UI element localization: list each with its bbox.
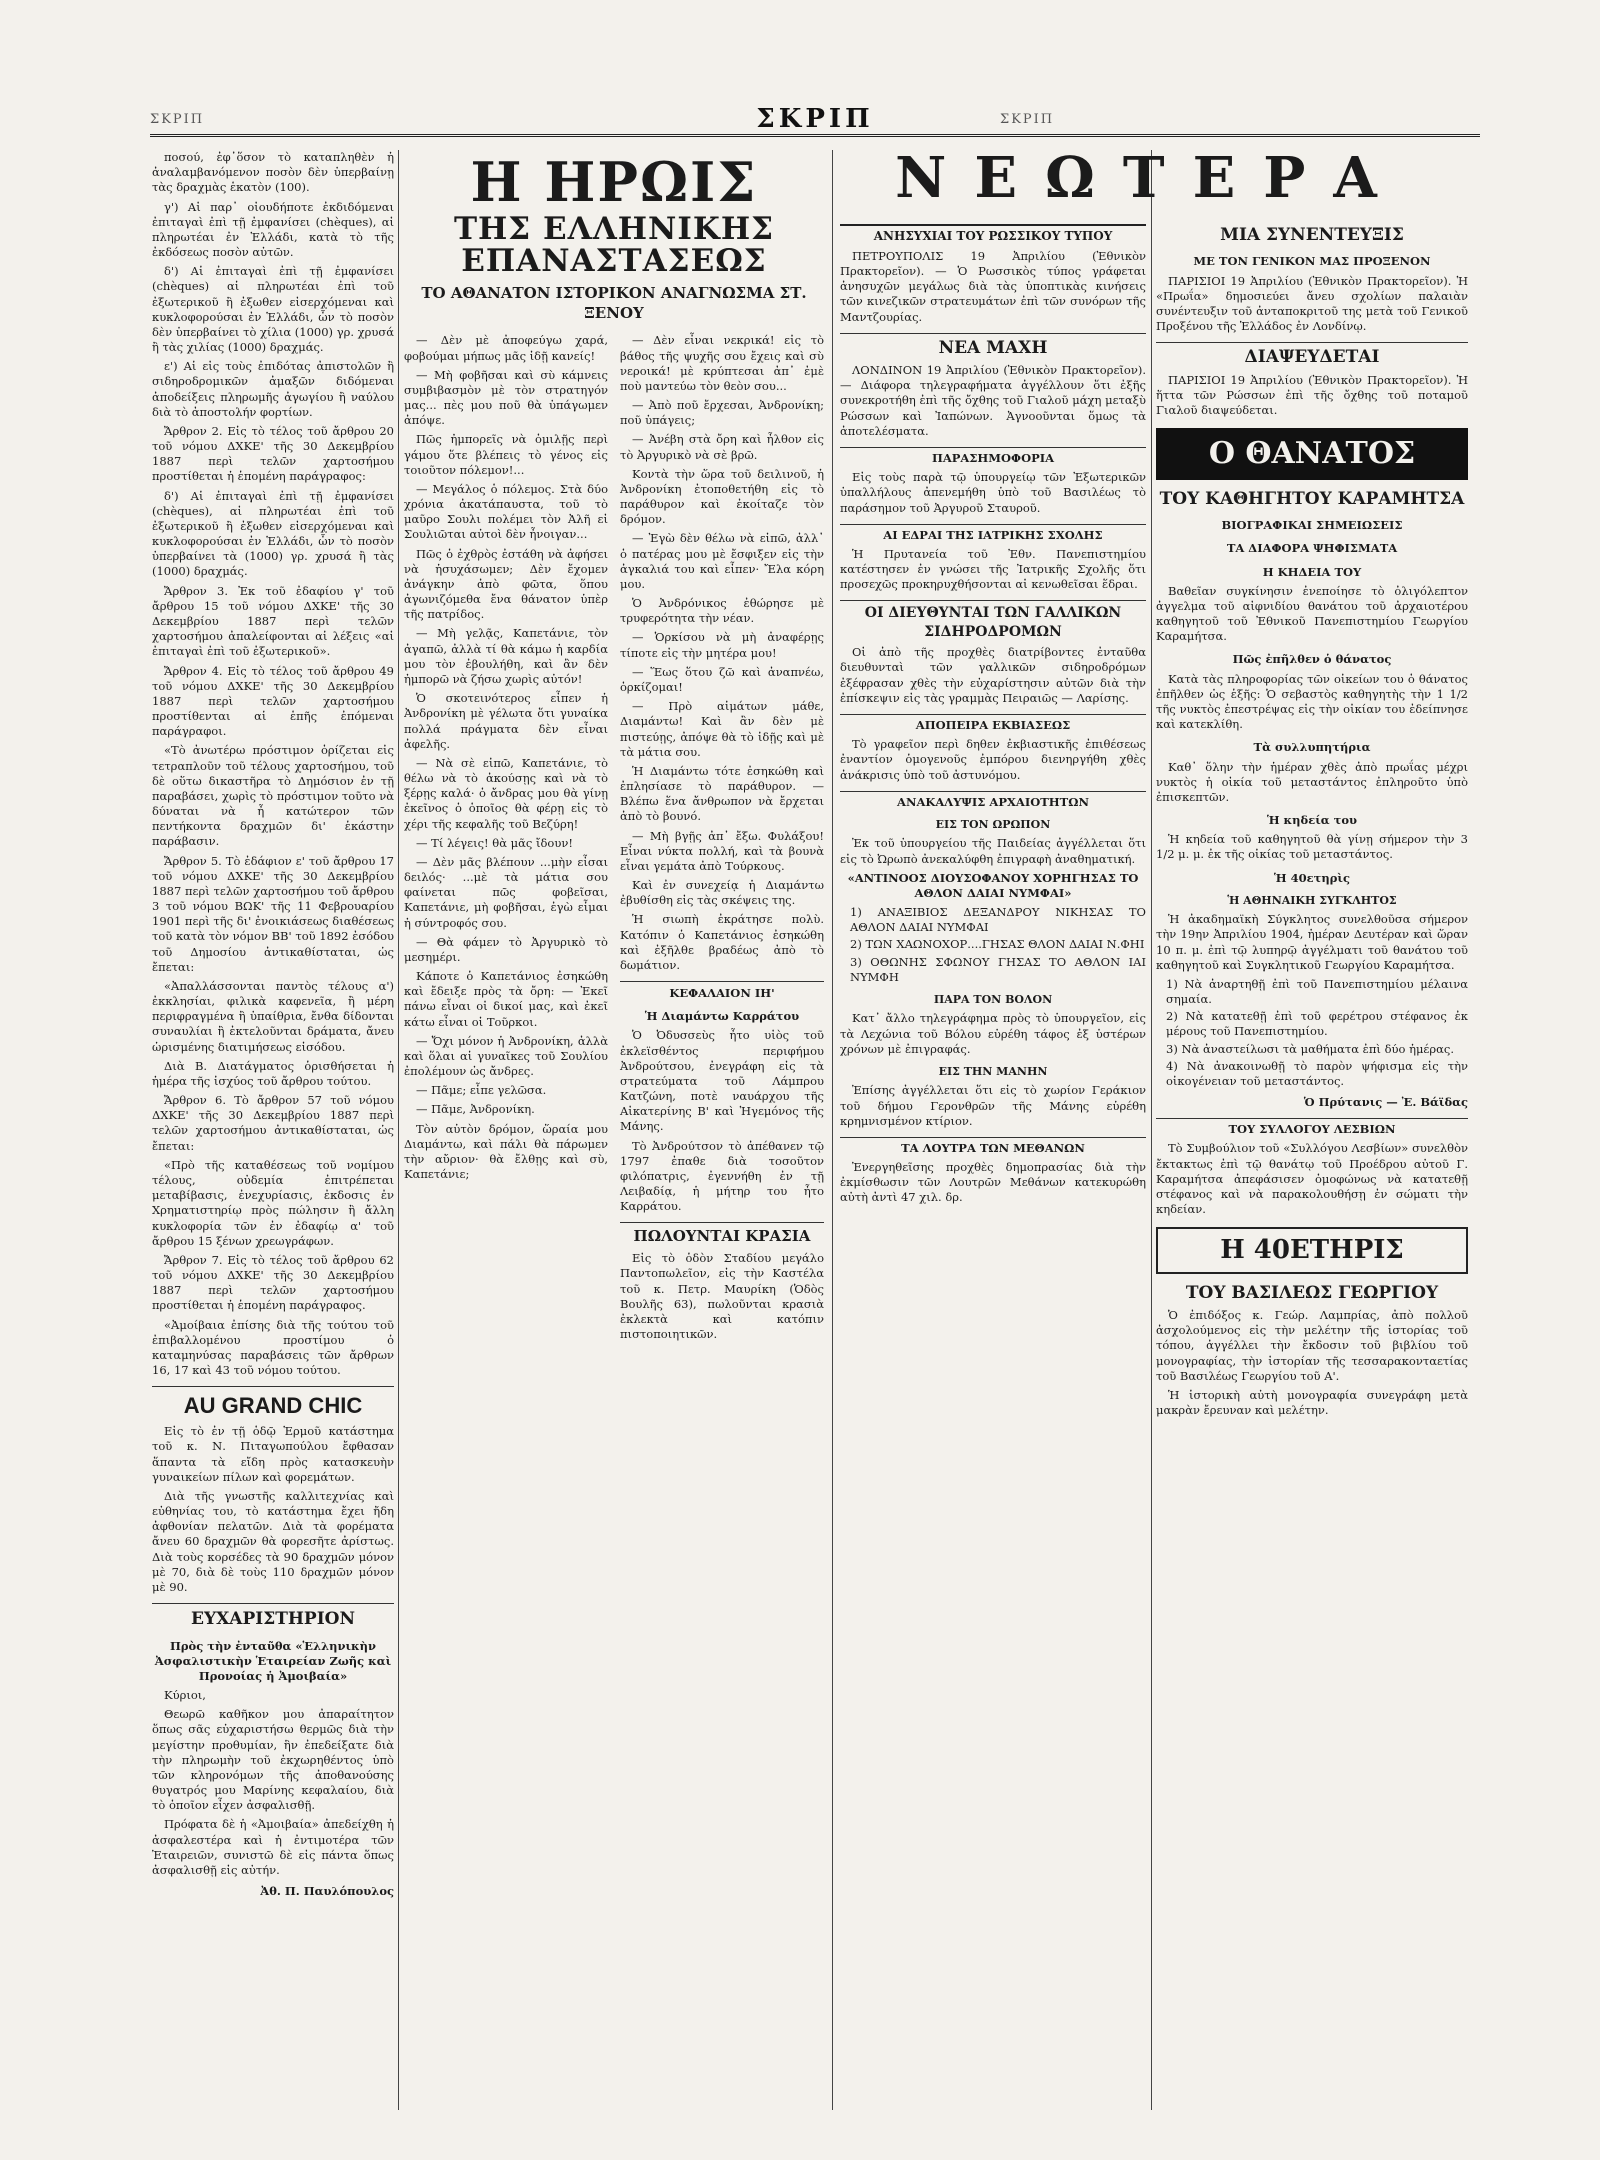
wine-ad-heading: ΠΩΛΟΥΝΤΑΙ ΚΡΑΣΙΑ	[620, 1222, 824, 1247]
law-paragraph: δ') Αἱ ἐπιταγαὶ ἐπὶ τῇ ἐμφανίσει (chèques) αἱ πληρωτέαι ἐπὶ τοῦ ἐξωτερικοῦ ἢ ἐξωθεν εἰσερχόμεναι καὶ κυκλοφορούσαι ἐν Ἑλλάδι, ὧν τὸ ποσὸν δὲν ὑπερβαίνει τὸ χίλια (1000) γρ. χρυσά ἢ τὰς χιλίας (1000) δραχμάς.	[152, 264, 394, 355]
law-paragraph: Ἄρθρον 4. Εἰς τὸ τέλος τοῦ ἄρθρου 49 τοῦ νόμου ΔΧΚΕ' τῆς 30 Δεκεμβρίου 1887 περὶ τελῶν χαρτοσήμου προστίθενται αἱ ἑπῆς ἐπόμεναι παράγραφοι.	[152, 663, 394, 739]
column-rule	[398, 150, 399, 2110]
story-paragraph: Πῶς ἠμπορεῖς νὰ ὁμιλῇς περὶ γάμου ὅτε βλέπεις τὸ γένος εἰς τοιοῦτον πόλεμον!...	[404, 432, 608, 477]
inscription-list-item: 1) ΑΝΑΞΙΒΙΟΣ ΔΕΞΑΝΔΡΟΥ ΝΙΚΗΣΑΣ ΤΟ ΑΘΛΟΝ ΔΑΙΑΙ ΝΥΜΦΑΙ	[850, 905, 1146, 935]
news-heading: ΤΟΥ ΣΥΛΛΟΓΟΥ ΛΕΣΒΙΩΝ	[1156, 1118, 1468, 1137]
story-paragraph: — Ἀπὸ ποῦ ἔρχεσαι, Ἀνδρονίκη; ποῦ ὑπάγεις;	[620, 398, 824, 428]
news-paragraph: Ἐπίσης ἀγγέλλεται ὅτι εἰς τὸ χωρίον Γεράκιον τοῦ δήμου Γερονθρῶν τῆς Μάνης εὑρέθη κρημνισμένον κτίριον.	[840, 1083, 1146, 1128]
news-paragraph: ΠΑΡΙΣΙΟΙ 19 Ἀπριλίου (Ἐθνικὸν Πρακτορεῖον). Ἡ ἥττα τῶν Ρώσσων ἐπὶ τῆς ὄχθης τοῦ ποταμοῦ Γιαλοῦ διαψεύδεται.	[1156, 372, 1468, 418]
law-paragraph: δ') Αἱ ἐπιταγαὶ ἐπὶ τῇ ἐμφανίσει (chèques), αἱ πληρωτέαι ἐπὶ τοῦ ἐξωτερικοῦ ἢ ἐξωθεν εἰσερχόμεναι καὶ κυκλοφορούσαι ἐν Ἑλλάδι, ὧν τὸ ποσὸν ὑπερβαίνει τὰ (1000) γρ. χρυσά ἢ τὰς (1000) δραχμάς.	[152, 488, 394, 579]
serial-left-column	[404, 333, 608, 1346]
news-heading: ΔΙΑΨΕΥΔΕΤΑΙ	[1156, 342, 1468, 368]
story-paragraph: — Ὁρκίσου νὰ μὴ ἀναφέρῃς τίποτε εἰς τὴν μητέρα μου!	[620, 630, 824, 660]
wine-ad-text: Εἰς τὸ ὁδὸν Σταδίου μεγάλο Παντοπωλεῖον, εἰς τὴν Καστέλα τοῦ κ. Πετρ. Μαυρίκη (Ὁδὸς Βουλῆς 63), πωλοῦνται κρασιὰ ἐκλεκτὰ καὶ κατόπιν πιστοποιητικῶν.	[620, 1251, 824, 1342]
anniversary-subheading: ΤΟΥ ΒΑΣΙΛΕΩΣ ΓΕΩΡΓΙΟΥ	[1185, 1282, 1439, 1303]
thanks-paragraph: Κύριοι,	[164, 1688, 206, 1703]
story-paragraph: — Τί λέγεις! θὰ μᾶς ἴδουν!	[416, 835, 573, 850]
obituary-paragraph: Καθ᾽ ὅλην τὴν ἡμέραν χθὲς ἀπὸ πρωΐας μέχρι νυκτὸς ἡ οἰκία τοῦ μεταστάντος ἐπληροῦτο ὑπὸ ἐπισκεπτῶν.	[1156, 759, 1468, 804]
news-subheading: ΕΙΣ ΤΗΝ ΜΑΝΗΝ	[938, 1064, 1048, 1078]
story-paragraph: — Θὰ φάμεν τὸ Ἀργυρικὸ τὸ μεσημέρι.	[404, 934, 608, 964]
news-heading: ΟΙ ΔΙΕΥΘΥΝΤΑΙ ΤΩΝ ΓΑΛΛΙΚΩΝ ΣΙΔΗΡΟΔΡΟΜΩΝ	[840, 600, 1146, 641]
news-heading: ΜΙΑ ΣΥΝΕΝΤΕΥΞΙΣ	[1220, 225, 1404, 245]
news-paragraph: Ἐνεργηθεῖσης προχθὲς δημοπρασίας διὰ τὴν ἐκμίσθωσιν τῶν Λουτρῶν Μεθάνων κατεκυρώθη αὐτὴ ἀντὶ 47 χιλ. δρ.	[840, 1160, 1146, 1205]
serial-right-column	[620, 333, 824, 1346]
anniversary-paragraph: Ὁ ἐπιδόξος κ. Γεώρ. Λαμπρίας, ἀπὸ πολλοῦ ἀσχολούμενος εἰς τὴν μελέτην τῆς ἱστορίας τοῦ τόπου, ἀγγέλλει τὴν ἔκδοσιν τοῦ βιβλίου τοῦ μονογραφίας, τὴν ἱστορίαν τῆς τεσσαρακονταετίας τοῦ Βασιλέως Γεωργίου τοῦ Α'.	[1156, 1308, 1468, 1383]
obituary-paragraph: Βαθεῖαν συγκίνησιν ἐνεποίησε τὸ ὀλιγόλεπτον ἀγγελμα τοῦ αἰφνιδίου θανάτου τοῦ ἀρχαιοτέρου καθηγητοῦ τοῦ Ἐθνικοῦ Πανεπιστημίου Γεωργίου Καραμήτσα.	[1156, 583, 1468, 644]
story-paragraph: — Δὲν μᾶς βλέπουν ...μὴν εἶσαι δειλός· ...μὲ τὰ μάτια σου φαίνεται πῶς φοβεῖσαι, Καπετάνιε, μὴ φοβῆσαι, ἐγὼ εἶμαι ἡ σύντροφός σου.	[404, 854, 608, 930]
news-paragraph: Τὸ γραφεῖον περὶ δηθεν ἐκβιαστικῆς ἐπιθέσεως ἐναντίον ὁμογενοῦς ἐμπόρου διενηργήθη χθὲς ἀνάκρισις ὑπὸ τοῦ ἀστυνόμου.	[840, 737, 1146, 782]
story-paragraph: — Ὄχι μόνον ἡ Ἀνδρονίκη, ἀλλὰ καὶ ὅλαι αἱ γυναῖκες τοῦ Σουλίου ἐπολέμουν ὡς ἄνδρες.	[404, 1033, 608, 1079]
news-subheading: ΜΕ ΤΟΝ ΓΕΝΙΚΟΝ ΜΑΣ ΠΡΟΞΕΝΟΝ	[1193, 254, 1431, 269]
law-paragraph: ποσού, ἐφ᾽ὅσον τὸ καταπληθὲν ἡ ἀναλαμβανόμενον ποσὸν δὲν ὑπερβαίνῃ τὰς δραχμὰς ἑκατὸν (100).	[152, 150, 394, 195]
story-paragraph: Κοντὰ τὴν ὥρα τοῦ δειλινοῦ, ἡ Ἀνδρονίκη ἐτοποθετήθη εἰς τὸ παράθυρον καὶ ἐκοίταζε τὸν δρόμον.	[620, 466, 824, 527]
law-paragraph: «Τὸ ἀνωτέρω πρόστιμον ὁρίζεται εἰς τετραπλοῦν τοῦ τέλους χαρτοσήμου, τοῦ δὲ οὕτω δικαστῆρα τὸ Δημόσιον ἐν τῇ παραβάσει, χωρὶς τὸ πρόστιμον τοῦτο νὰ δύναται νὰ ἦ κατώτερον τῶν πεντήκοντα δραχμῶν δι' ἑκάστην παράβασιν.	[152, 743, 394, 849]
news-paragraph: Οἱ ἀπὸ τῆς προχθὲς διατρίβοντες ἐνταῦθα διευθυνταὶ τῶν γαλλικῶν σιδηροδρόμων ἐξέφρασαν χθὲς τὴν εὐχαρίστησιν αὐτῶν διὰ τὴν ἐπίσκεψιν εἰς τὰς γραμμὰς Πειραιῶς — Λαρίσης.	[840, 645, 1146, 705]
law-paragraph: Ἄρθρον 5. Τὸ ἐδάφιον ε' τοῦ ἄρθρου 17 τοῦ νόμου ΔΧΚΕ' τῆς 30 Δεκεμβρίου 1887 περὶ τελῶν χαρτοσήμου τοῦ ἄρθρου 3 τοῦ νόμου ΒΩΚ' τῆς 11 Φεβρουαρίου 1901 περὶ τῆς δι' ἐνοικιάσεως διαθέσεως τοῦ κατὰ τὸν νόμον ΒΒ' τοῦ 1892 ἐσόδου τοῦ Δημοσίου ἀντικαθίσταται, ὡς ἔπεται:	[152, 853, 394, 974]
story-paragraph: Ἡ Διαμάντω τότε ἐσηκώθη καὶ ἐπλησίασε τὸ παράθυρον. — Βλέπω ἕνα ἄνθρωπον νὰ ἔρχεται ἀπὸ τὸ βουνό.	[620, 763, 824, 824]
obituary-heading: ΤΟΥ ΚΑΘΗΓΗΤΟΥ ΚΑΡΑΜΗΤΣΑ	[1159, 488, 1465, 509]
obituary-paragraph: Ἡ κηδεία τοῦ καθηγητοῦ θὰ γίνῃ σήμερον τὴν 3 1/2 μ. μ. ἐκ τῆς οἰκίας τοῦ μεταστάντος.	[1156, 832, 1468, 862]
story-paragraph: — Ἀνέβη στὰ ὄρη καὶ ἦλθον εἰς τὸ Ἀργυρικὸ νὰ σὲ βρῶ.	[620, 432, 824, 462]
obituary-subheading: ΤΑ ΔΙΑΦΟΡΑ ΨΗΦΙΣΜΑΤΑ	[1226, 541, 1398, 556]
law-paragraph: «Πρὸ τῆς καταθέσεως τοῦ νομίμου τέλους, οὐδεμία ἐπιτρέπεται μεταβίβασις, ἐνεχυρίασις, ἐκδοσις ἐν Χρηματιστηρίῳ πρὸς πώλησιν ἢ ἄλλη κυκλοφορία τῶν ἐν ἐδαφίῳ α' τοῦ ἄρθρου 15 ξένων χρεωγράφων.	[152, 1157, 394, 1248]
story-paragraph: — Μὴ βγῇς ἀπ᾽ ἔξω. Φυλάξου! Εἶναι νύκτα πολλή, καὶ τὰ βουνὰ εἶναι γεμάτα ἀπὸ Τούρκους.	[620, 828, 824, 873]
column-serial-story	[404, 150, 824, 2110]
news-heading: ΠΑΡΑΣΗΜΟΦΟΡΙΑ	[840, 447, 1146, 466]
story-paragraph: — Πᾶμε; εἶπε γελῶσα.	[416, 1083, 547, 1098]
news-heading: ΑΙ ΕΔΡΑΙ ΤΗΣ ΙΑΤΡΙΚΗΣ ΣΧΟΛΗΣ	[840, 524, 1146, 543]
law-paragraph: «Ἀμοίβαια ἐπίσης διὰ τῆς τούτου τοῦ ἐπιβαλλομένου προστίμου ὁ καταμηνύσας παραβάσεις τῶν ἄρθρων 16, 17 καὶ 43 τοῦ νόμου τούτου.	[152, 1317, 394, 1378]
thanks-signature: Ἀθ. Π. Παυλόπουλος	[260, 1884, 394, 1899]
story-paragraph: — Μεγάλος ὁ πόλεμος. Στὰ δύο χρόνια ἀκατάπαυστα, τοῦ τὸ μαῦρο Σουλι πολέμει τὸν Ἀλῆ εἰ Σουλιῶται αὐτοὶ δὲν ἦνοιγαν...	[404, 481, 608, 542]
serial-body	[404, 333, 824, 1346]
inscription-text: «ΑΝΤΙΝΟΟΣ ΔΙΟΥΣΟΦΑΝΟΥ ΧΟΡΗΓΗΣΑΣ ΤΟ ΑΘΛΟΝ ΔΑΙΑΙ ΝΥΜΦΑΙ»	[847, 870, 1139, 900]
obituary-section-heading: Ἡ 40ετηρὶς	[1274, 870, 1350, 885]
law-paragraph: Ἄρθρον 2. Εἰς τὸ τέλος τοῦ ἄρθρου 20 τοῦ νόμου ΔΧΚΕ' τῆς 30 Δεκεμβρίου 1887 περὶ τελῶν χαρτοσήμου προστίθεται ἡ ἑπομένη παράγραφος:	[152, 423, 394, 484]
news-paragraph: Ἐκ τοῦ ὑπουργείου τῆς Παιδείας ἀγγέλλεται ὅτι εἰς τὸ Ὠρωπὸ ἀνεκαλύφθη ἐπιγραφὴ ἀναθηματική.	[840, 836, 1146, 866]
story-paragraph: Ὁ Ἀνδρόνικος ἐθώρησε μὲ τρυφερότητα τὴν νέαν.	[620, 596, 824, 626]
law-paragraph: γ') Αἱ παρ᾽ οἰουδήποτε ἐκδιδόμεναι ἐπιταγαὶ ἐπὶ τῇ ἐμφανίσει (chèques), αἱ πληρωτέαι ἐν Ἑλλάδι, κατὰ τὸ τῆς ἐκδόσεως ποσὸν αὐτῶν.	[152, 199, 394, 260]
law-paragraph: Ἄρθρον 3. Ἐκ τοῦ ἐδαφίου γ' τοῦ ἄρθρου 15 τοῦ νόμου ΔΧΚΕ' τῆς 30 Δεκεμβρίου 1887 περὶ τελῶν χαρτοσήμου ἀπαλείφονται αἱ λέξεις «αἱ ἐπιταγαὶ ἐπὶ τοῦ ἐξωτερικοῦ».	[152, 583, 394, 659]
resolution-item: 3) Νὰ ἀναστείλωσι τὰ μαθήματα ἐπὶ δύο ἡμέρας.	[1166, 1041, 1455, 1056]
resolution-item: 2) Νὰ κατατεθῇ ἐπὶ τοῦ φερέτρου στέφανος ἐκ μέρους τοῦ Πανεπιστημίου.	[1166, 1009, 1468, 1039]
story-paragraph: — Νὰ σὲ εἰπῶ, Καπετάνιε, τὸ θέλω νὰ τὸ ἀκούσῃς καὶ νὰ τὸ ξέρῃς καλά· ὁ ἄνδρας μου θὰ γίνῃ ἐκεῖνος ὁ ὁποῖος θὰ φέρῃ εἰς τὸ χέρι τῆς κεφαλῆς τοῦ Βεζύρη!	[404, 755, 608, 831]
law-paragraph: ε') Αἱ εἰς τοὺς ἐπιδότας ἀπιστολῶν ἢ σιδηροδρομικῶν ἀμαξῶν διδόμεναι ἀποδείξεις πληρωμῆς ἀγωγίου ἢ ναύλου διὰ τὸ ἀποστολήν φορτίων.	[152, 359, 394, 419]
news-subheading: ΠΑΡΑ ΤΟΝ ΒΟΛΟΝ	[933, 992, 1053, 1006]
ad-paragraph: Διὰ τῆς γνωστῆς καλλιτεχνίας καὶ εὐθηνίας του, τὸ κατάστημα ἔχει ἤδη ἀφθονίαν πελατῶν. Διὰ τὰ φορέματα ἄνευ 60 δραχμῶν θὰ φορεσῆτε ἀρίστως. Διὰ τοὺς κορσέδες τὰ 90 δραχμῶν μόνον μὲ 70, διὰ δὲ τοὺς 110 δραχμῶν μόνον μὲ 90.	[152, 1488, 394, 1594]
au-grand-chic-heading: AU GRAND CHIC	[152, 1386, 394, 1420]
story-paragraph: Καὶ ἐν συνεχείᾳ ἡ Διαμάντω ἐβυθίσθη εἰς τὰς σκέψεις της.	[620, 878, 824, 908]
news-paragraph: ΛΟΝΔΙΝΟΝ 19 Ἀπριλίου (Ἐθνικὸν Πρακτορεῖον). — Διάφορα τηλεγραφήματα ἀγγέλλουν ὅτι ἐξῆς συνεκροτήθη ἐπὶ τῆς ὄχθης τοῦ Γιαλοῦ μάχη μεταξὺ Ρώσσων καὶ Ἰαπώνων. Ἀγνοοῦνται ὅμως τὰ ἀποτελέσματα.	[840, 363, 1146, 438]
obituary-section-heading: Τὰ συλλυπητήρια	[1253, 740, 1371, 755]
news-heading: ΑΝΑΚΑΛΥΨΙΣ ΑΡΧΑΙΟΤΗΤΩΝ	[840, 791, 1146, 810]
news-banner: ΝΕΩΤΕΡΑ	[895, 145, 1405, 211]
news-paragraph: ΠΑΡΙΣΙΟΙ 19 Ἀπριλίου (Ἐθνικὸν Πρακτορεῖον). Ἡ «Πρωΐα» δημοσιεύει ἄνευ σχολίων παλαιὰν συνέντευξιν τοῦ ἀνταποκριτοῦ της μετὰ τοῦ Γενικοῦ Προξένου τῆς Ἑλλάδος ἐν Λονδίνῳ.	[1156, 273, 1468, 334]
news-heading: ΝΕΑ ΜΑΧΗ	[840, 333, 1146, 359]
law-paragraph: Ἄρθρον 7. Εἰς τὸ τέλος τοῦ ἄρθρου 62 τοῦ νόμου ΔΧΚΕ' τῆς 30 Δεκεμβρίου 1887 περὶ τελῶν χαρτοσήμου προστίθεται ἡ ἑπομένη παράγραφος.	[152, 1252, 394, 1313]
anniversary-paragraph: Ἡ ἱστορικὴ αὐτὴ μονογραφία συνεγράφη μετὰ μακρὰν ἔρευναν καὶ μελέτην.	[1156, 1387, 1468, 1418]
story-paragraph: — Πρὸ αἰμάτων μάθε, Διαμάντω! Καὶ ἂν δὲν μὲ πιστεύῃς, ἀπόψε θὰ τὸ ἰδῇς καὶ μὲ τὰ μάτια σου.	[620, 699, 824, 759]
news-paragraph: Τὸ Συμβούλιον τοῦ «Συλλόγου Λεσβίων» συνελθὸν ἔκτακτως ἐπὶ τῷ θανάτῳ τοῦ Προέδρου αὐτοῦ Γ. Καραμήτσα ἀπεφάσισεν ὁμοφώνως νὰ κατατεθῇ στέφανος καὶ νὰ παρακολουθήσῃ ἐν σώματι τὴν κηδείαν.	[1156, 1141, 1468, 1217]
news-heading: ΑΝΗΣΥΧΙΑΙ ΤΟΥ ΡΩΣΣΙΚΟΥ ΤΥΠΟΥ	[840, 224, 1146, 245]
story-paragraph: Ὁ σκοτεινότερος εἶπεν ἡ Ἀνδρονίκη μὲ γέλωτα ὅτι γυναίκα πολλά πράγματα δὲν εἶναι ἀφελῆς.	[404, 691, 608, 751]
news-paragraph: Εἰς τοὺς παρὰ τῷ ὑπουργείῳ τῶν Ἐξωτερικῶν ὑπαλλήλους ἀπενεμήθη ὑπὸ τοῦ Βασιλέως τὸ παράσημον τοῦ Ἀργυροῦ Σταυροῦ.	[840, 470, 1146, 515]
ad-paragraph: Εἰς τὸ ἐν τῇ ὁδῷ Ἑρμοῦ κατάστημα τοῦ κ. Ν. Πιταγωπούλου ἔφθασαν ἅπαντα τὰ εἴδη πρὸς κατασκευὴν γυναικείων πίλων καὶ φορεμάτων.	[152, 1424, 394, 1484]
masthead-title: ΣΚΡΙΠ	[756, 104, 874, 134]
law-paragraph: Ἄρθρον 6. Τὸ ἄρθρον 57 τοῦ νόμου ΔΧΚΕ' τῆς 30 Δεκεμβρίου 1887 περὶ τελῶν χαρτοσήμου ἀντικαθίσταται, ὡς ἔπεται:	[152, 1093, 394, 1153]
resolution-signature: Ὁ Πρύτανις — Ἐ. Βάϊδας	[1303, 1095, 1468, 1110]
story-paragraph: Ἡ σιωπὴ ἐκράτησε πολὺ. Κατόπιν ὁ Καπετάνιος ἐσηκώθη καὶ ἐξῆλθε βραδέως ἀπὸ τὸ δωμάτιον.	[620, 912, 824, 972]
thanks-paragraph: Θεωρῶ καθῆκον μου ἀπαραίτητον ὅπως σᾶς εὐχαριστήσω θερμῶς διὰ τὴν μεγίστην προθυμίαν, ἣν ἐπεδείξατε διὰ τὴν πληρωμὴν τοῦ ἐκχωρηθέντος ὑπὸ τῶν κληρονόμων τῆς ἀποθανούσης θυγατρός μου Μαρίνης κεφαλαίου, διὰ τὸ ὁποῖον εἶχεν ἀσφαλισθῇ.	[152, 1707, 394, 1813]
story-paragraph: — Δὲν μὲ ἀποφεύγω χαρά, φοβούμαι μήπως μᾶς ἰδῇ κανείς!	[404, 333, 608, 363]
inscription-list-item: 2) ΤΩΝ ΧΑΩΝΟΧΟΡ....ΓΗΣΑΣ ΘΛΟΝ ΔΑΙΑΙ Ν.ΦΗΙ	[850, 937, 1145, 952]
chapter-paragraph: Ὁ Ὀδυσσεὺς ἦτο υἱὸς τοῦ ἐκλεϊσθέντος περιφήμου Ἀνδρούτσου, ἐνεγράφη εἰς τὰ στρατεύματα τοῦ Λάμπρου Κατζώνη, ποτὲ ναυάρχου τῆς Αἰκατερίνης Β' καὶ Ἡγεμόνος τῆς Μάνης.	[620, 1028, 824, 1134]
column-law-text	[152, 150, 394, 2110]
inscription-list-item: 3) ΟΘΩΝΗΣ ΣΦΩΝΟΥ ΓΗΣΑΣ ΤΟ ΑΘΛΟΝ ΙΑΙ ΝΥΜΦΗ	[850, 954, 1146, 984]
column-news-2	[1156, 216, 1468, 2110]
obituary-banner: Ο ΘΑΝΑΤΟΣ	[1156, 428, 1468, 480]
thanks-subheading: Πρὸς τὴν ἐνταῦθα «Ἑλληνικὴν Ἀσφαλιστικὴν Ἑταιρείαν Ζωῆς καὶ Προνοίας ἡ Ἀμοιβαία»	[154, 1638, 392, 1683]
obituary-subheading: Η ΚΗΔΕΙΑ ΤΟΥ	[1262, 564, 1362, 579]
story-paragraph: — Δὲν εἶναι νεκρικά! εἰς τὸ βάθος τῆς ψυχῆς σου ἔχεις καὶ σὺ νεροικά! μὲ κρύπτεσαι ἀπ᾽ ἐμὲ ποὺ μαντεύω τὸν θεὸν σου...	[620, 333, 824, 393]
story-paragraph: Πῶς ὁ ἐχθρὸς ἐστάθη νὰ ἀφήσει νὰ ἡσυχάσωμεν; Δὲν ἔχομεν ἀνάγκην ἀπὸ φῶτα, ὅπου ἀγωνιζόμεθα ἔνα θάνατον ὑπὲρ τῆς πατρίδος.	[404, 546, 608, 622]
column-news-1	[840, 216, 1146, 2110]
news-paragraph: Ἡ Πρυτανεία τοῦ Ἐθν. Πανεπιστημίου κατέστησεν ἐν γνώσει τῆς Ἰατρικῆς Σχολῆς ὅτι προσεχῶς προκηρυχθήσονται αἱ κενωθεῖσαι ἕδραι.	[840, 546, 1146, 592]
column-rule	[832, 150, 833, 2110]
resolution-item: 1) Νὰ ἀναρτηθῇ ἐπὶ τοῦ Πανεπιστημίου μέλαινα σημαία.	[1166, 976, 1468, 1007]
story-paragraph: — Ἕως ὅτου ζῶ καὶ ἀναπνέω, ὁρκίζομαι!	[620, 664, 824, 694]
law-paragraph: Διὰ Β. Διατάγματος ὁρισθήσεται ἡ ἡμέρα τῆς ἰσχύος τοῦ ἄρθρου τούτου.	[152, 1058, 394, 1088]
story-paragraph: — Πᾶμε, Ἀνδρονίκη.	[416, 1102, 535, 1117]
obituary-paragraph: Ἡ ἀκαδημαϊκὴ Σύγκλητος συνελθοῦσα σήμερον τὴν 19ην Ἀπριλίου 1904, ἡμέραν Δευτέραν καὶ ὥραν 10 π. μ. ἐπὶ τῷ λυπηρῷ ἀγγέλματι τοῦ θανάτου τοῦ καθηγητοῦ καὶ Συγκλητικοῦ Γεωργίου Καραμήτσα.	[1156, 912, 1468, 972]
story-paragraph: — Ἐγὼ δὲν θέλω νὰ εἰπῶ, ἀλλ᾽ ὁ πατέρας μου μὲ ἔσφιξεν εἰς τὴν ἀγκαλιά του καὶ εἶπεν· Ἔλα κόρη μου.	[620, 531, 824, 591]
news-paragraph: ΠΕΤΡΟΥΠΟΛΙΣ 19 Ἀπριλίου (Ἐθνικὸν Πρακτορεῖον). — Ὁ Ρωσσικὸς τύπος γράφεται ἀνησυχῶν μεγάλως διὰ τὰς ὑποπτικὰς κινήσεις τῶν κινεζικῶν στρατευμάτων ἐπὶ τῶν συνόρων τῆς Μαντζουρίας.	[840, 248, 1146, 324]
news-heading: ΑΠΟΠΕΙΡΑ ΕΚΒΙΑΣΕΩΣ	[840, 714, 1146, 733]
masthead-right: ΣΚΡΙΠ	[1000, 111, 1055, 127]
column-rule	[1151, 150, 1152, 2110]
news-paragraph: Κατ᾽ ἄλλο τηλεγράφημα πρὸς τὸ ὑπουργεῖον, εἰς τὰ Λεχώνια τοῦ Βόλου εὑρέθη τάφος ἐξ ὑστέρων χρόνων μὲ ἐπιγραφάς.	[840, 1011, 1146, 1056]
law-paragraph: «Ἀπαλλάσσονται παντὸς τέλους α') ἐκκλησίαι, φιλικὰ καφενεῖα, ἢ μέρη περιφραγμένα ἢ ὑπαίθρια, ἔνθα δίδονται συναυλίαι ἢ ἐκτελοῦνται δράματα, ἄνευ ὡρισμένης διατιμήσεως εἰσόδου.	[152, 978, 394, 1054]
obituary-paragraph: Κατὰ τὰς πληροφορίας τῶν οἰκείων του ὁ θάνατος ἐπῆλθεν ὡς ἑξῆς: Ὁ σεβαστὸς καθηγητὴς τὴν 1 1/2 τῆς νυκτὸς ἐπεστρέψας εἰς τὴν οἰκίαν του ἐδείπνησε καὶ κατεκλίθη.	[1156, 671, 1468, 732]
obituary-section-heading: Ἡ κηδεία του	[1266, 813, 1358, 828]
serial-subtitle: ΤΟ ΑΘΑΝΑΤΟΝ ΙΣΤΟΡΙΚΟΝ ΑΝΑΓΝΩΣΜΑ ΣΤ. ΞΕΝΟΥ	[421, 283, 807, 322]
story-paragraph: Τὸν αὐτὸν δρόμον, ὥραία μου Διαμάντω, καὶ πάλι θὰ πάρωμεν τὴν αὔριον· θὰ ἔλθῃς καὶ σὺ, Καπετάνιε;	[404, 1121, 608, 1182]
resolution-item: 4) Νὰ ἀνακοινωθῇ τὸ παρὸν ψήφισμα εἰς τὴν οἰκογένειαν τοῦ μεταστάντος.	[1166, 1058, 1468, 1088]
story-paragraph: — Μὴ γελᾷς, Καπετάνιε, τὸν ἀγαπῶ, ἀλλὰ τί θὰ κάμω ἡ καρδία μου τὸν ἐβουλήθη, καὶ ἂν δὲν ἠμπορῶ νὰ ζήσω χωρὶς αὐτόν!	[404, 626, 608, 686]
news-subheading: ΕΙΣ ΤΟΝ ΩΡΩΠΟΝ	[935, 817, 1051, 831]
masthead	[150, 104, 1480, 137]
obituary-section-heading: Πῶς ἐπῆλθεν ὁ θάνατος	[1232, 652, 1392, 667]
chapter-paragraph: Τὸ Ἀνδρούτσον τὸ ἀπέθανεν τῷ 1797 ἐπαθε διὰ τοσοῦτον φιλόπατρις, ἐγεννήθη ἐν τῇ Λειβαδίᾳ, ἡ μήτηρ του ἦτο Καρράτου.	[620, 1138, 824, 1214]
chapter-subheading: Ἡ Διαμάντω Καρράτου	[644, 1009, 800, 1024]
story-paragraph: — Μὴ φοβῆσαι καὶ σὺ κάμνεις συμβιβασμὸν μὲ τὸν στρατηγόν μας... πὲς μου ποῦ θὰ ὑπάγωμεν ἀπόψε.	[404, 367, 608, 428]
chapter-heading: ΚΕΦΑΛΑΙΟΝ ΙΗ'	[620, 981, 824, 1001]
news-heading: ΤΑ ΛΟΥΤΡΑ ΤΩΝ ΜΕΘΑΝΩΝ	[840, 1137, 1146, 1156]
serial-title-line2: ΤΗΣ ΕΛΛΗΝΙΚΗΣ ΕΠΑΝΑΣΤΑΣΕΩΣ	[453, 210, 775, 280]
serial-title: Η ΗΡΩΙΣ	[470, 150, 758, 214]
anniversary-heading: Η 40ΕΤΗΡΙΣ	[1156, 1227, 1468, 1273]
thanks-paragraph: Πρόφατα δὲ ἡ «Ἀμοιβαία» ἀπεδείχθη ἡ ἀσφαλεστέρα καὶ ἡ ἐντιμοτέρα τῶν Ἐταιρειῶν, συνιστῶ δὲ εἰς πάντα ὅπως ἀσφαλισθῇ εἰς αὐτήν.	[152, 1817, 394, 1877]
story-paragraph: Κάποτε ὁ Καπετάνιος ἐσηκώθη καὶ ἔδειξε πρὸς τὰ ὄρη: — Ἐκεῖ πάνω εἶναι οἱ δικοί μας, καὶ ἐκεῖ κάτω εἶναι οἱ Τοῦρκοι.	[404, 969, 608, 1029]
obituary-section-subheading: Ἡ ΑΘΗΝΑΙΚΗ ΣΥΓΚΛΗΤΟΣ	[1227, 893, 1397, 907]
obituary-subheading: ΒΙΟΓΡΑΦΙΚΑΙ ΣΗΜΕΙΩΣΕΙΣ	[1221, 518, 1403, 533]
masthead-left: ΣΚΡΙΠ	[150, 111, 205, 127]
thanks-heading: ΕΥΧΑΡΙΣΤΗΡΙΟΝ	[152, 1603, 394, 1630]
